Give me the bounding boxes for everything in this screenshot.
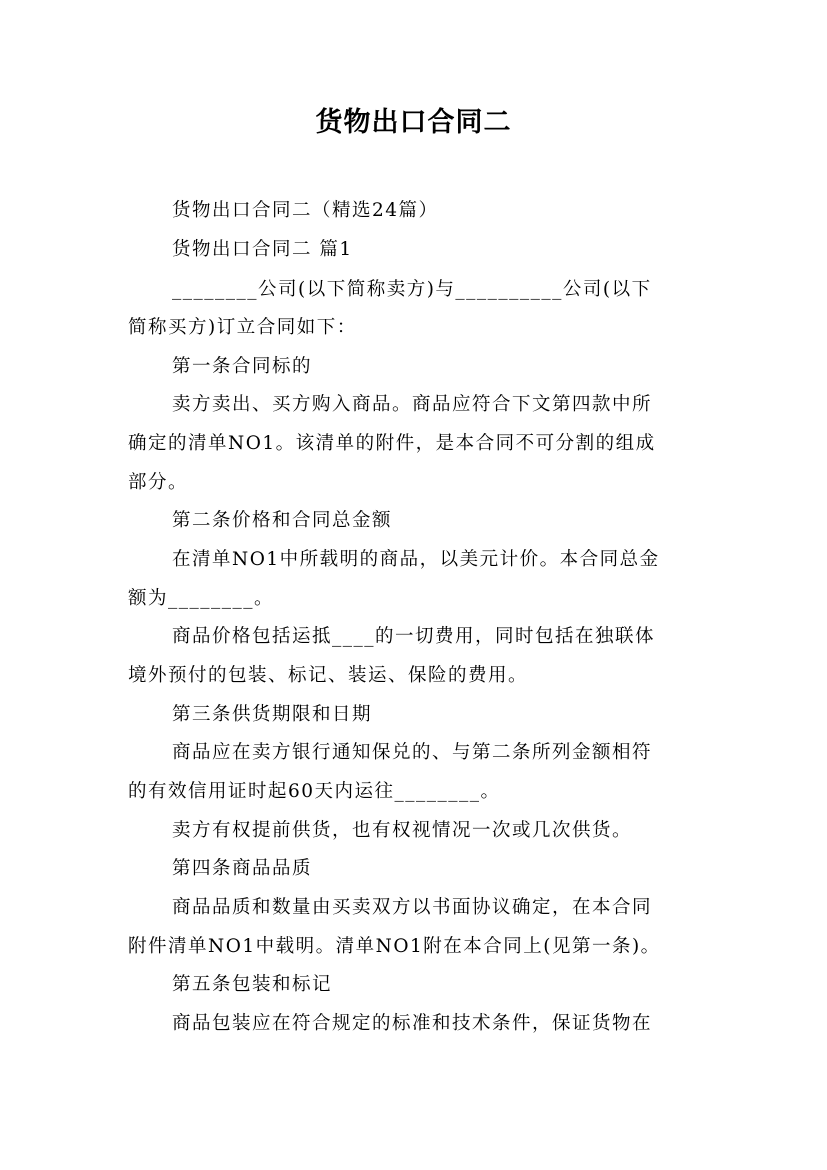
article-heading: 第五条包装和标记 xyxy=(172,974,333,995)
section-heading: 货物出口合同二 篇1 xyxy=(172,239,353,260)
paragraph-line: 在清单NO1中所载明的商品，以美元计价。本合同总金 xyxy=(172,549,660,570)
paragraph-line: 卖方有权提前供货，也有权视情况一次或几次供货。 xyxy=(172,820,633,841)
article-heading: 第三条供货期限和日期 xyxy=(172,704,373,725)
paragraph-line: 的有效信用证时起60天内运往________。 xyxy=(128,781,501,802)
paragraph-line: 境外预付的包装、标记、装运、保险的费用。 xyxy=(128,665,529,686)
paragraph-line: 额为________。 xyxy=(128,588,275,609)
subtitle-line: 货物出口合同二（精选24篇） xyxy=(172,200,439,221)
paragraph-line: 商品包装应在符合规定的标准和技术条件，保证货物在 xyxy=(172,1013,653,1034)
article-heading: 第四条商品品质 xyxy=(172,858,313,879)
paragraph-line: 商品价格包括运抵____的一切费用，同时包括在独联体 xyxy=(172,626,656,647)
paragraph-line: 确定的清单NO1。该清单的附件，是本合同不可分割的组成 xyxy=(128,433,656,454)
paragraph-line: 简称买方)订立合同如下： xyxy=(128,317,357,338)
article-heading: 第二条价格和合同总金额 xyxy=(172,510,393,531)
paragraph-line: 商品品质和数量由买卖双方以书面协议确定，在本合同 xyxy=(172,897,653,918)
article-heading: 第一条合同标的 xyxy=(172,356,313,377)
paragraph-line: 附件清单NO1中载明。清单NO1附在本合同上(见第一条)。 xyxy=(128,936,661,957)
paragraph-line: 商品应在卖方银行通知保兑的、与第二条所列金额相符 xyxy=(172,742,653,763)
document-title: 货物出口合同二 xyxy=(315,107,512,138)
paragraph-line: ________公司(以下简称卖方)与__________公司(以下 xyxy=(172,279,652,300)
paragraph-line: 部分。 xyxy=(128,472,189,493)
paragraph-line: 卖方卖出、买方购入商品。商品应符合下文第四款中所 xyxy=(172,394,653,415)
